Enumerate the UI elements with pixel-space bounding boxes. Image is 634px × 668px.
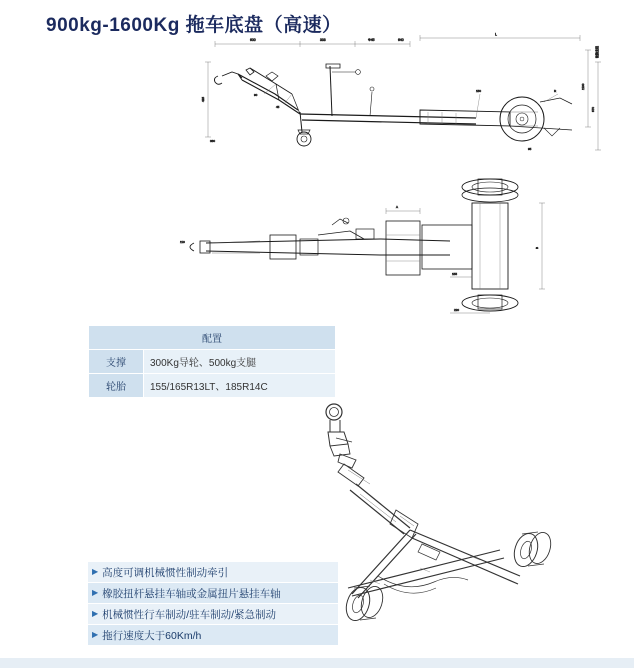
svg-text:1100: 1100	[581, 83, 585, 90]
table-row-header	[89, 326, 336, 350]
svg-text:333: 333	[320, 38, 326, 42]
svg-text:380: 380	[210, 139, 216, 143]
feature-list	[88, 562, 338, 646]
svg-text:L: L	[495, 32, 497, 37]
svg-text:110: 110	[180, 240, 185, 244]
svg-text:A: A	[396, 205, 399, 209]
list-item	[88, 604, 338, 625]
svg-text:45: 45	[276, 105, 280, 109]
triangle-right-icon: ▶	[92, 630, 99, 639]
spec-value-tire: 155/165R13LT、185R14C	[144, 374, 336, 398]
spec-table-header: 配置	[89, 326, 336, 350]
triangle-right-icon: ▶	[92, 567, 99, 576]
list-item	[88, 583, 338, 604]
svg-text:870: 870	[591, 106, 595, 112]
svg-text:90: 90	[254, 93, 258, 97]
feature-label: 高度可调机械惯性制动牵引	[102, 566, 229, 579]
list-item	[88, 625, 338, 646]
trailer-chassis-perspective-drawing	[300, 398, 600, 638]
svg-text:220: 220	[454, 308, 460, 312]
spec-label-support: 支撑	[89, 350, 144, 374]
svg-text:B: B	[535, 246, 539, 249]
svg-text:Φ45: Φ45	[368, 38, 375, 42]
svg-text:640: 640	[398, 38, 404, 42]
table-row	[89, 350, 336, 374]
svg-text:150: 150	[476, 89, 482, 93]
feature-label: 拖行速度大于60Km/h	[102, 629, 202, 642]
feature-label: 橡胶扭杆悬挂车轴或金属扭片悬挂车轴	[102, 587, 281, 600]
table-row	[89, 374, 336, 398]
feature-label: 机械惯性行车制动/驻车制动/紧急制动	[102, 608, 276, 621]
spec-table	[88, 325, 336, 398]
list-item	[88, 562, 338, 583]
svg-text:轮胎直径: 轮胎直径	[595, 45, 599, 58]
triangle-right-icon: ▶	[92, 588, 99, 597]
svg-text:R: R	[554, 89, 557, 93]
svg-text:425: 425	[201, 96, 205, 102]
trailer-chassis-side-view-drawing	[180, 32, 610, 182]
spec-label-tire: 轮胎	[89, 374, 144, 398]
page-title: 900kg-1600Kg 拖车底盘（高速）	[46, 15, 342, 36]
footer-band	[0, 658, 634, 668]
trailer-chassis-top-view-drawing	[150, 165, 610, 325]
spec-value-support: 300Kg导轮、500kg支腿	[144, 350, 336, 374]
svg-text:95: 95	[528, 147, 532, 151]
svg-text:600: 600	[250, 38, 256, 42]
svg-text:155: 155	[452, 272, 458, 276]
triangle-right-icon: ▶	[92, 609, 99, 618]
